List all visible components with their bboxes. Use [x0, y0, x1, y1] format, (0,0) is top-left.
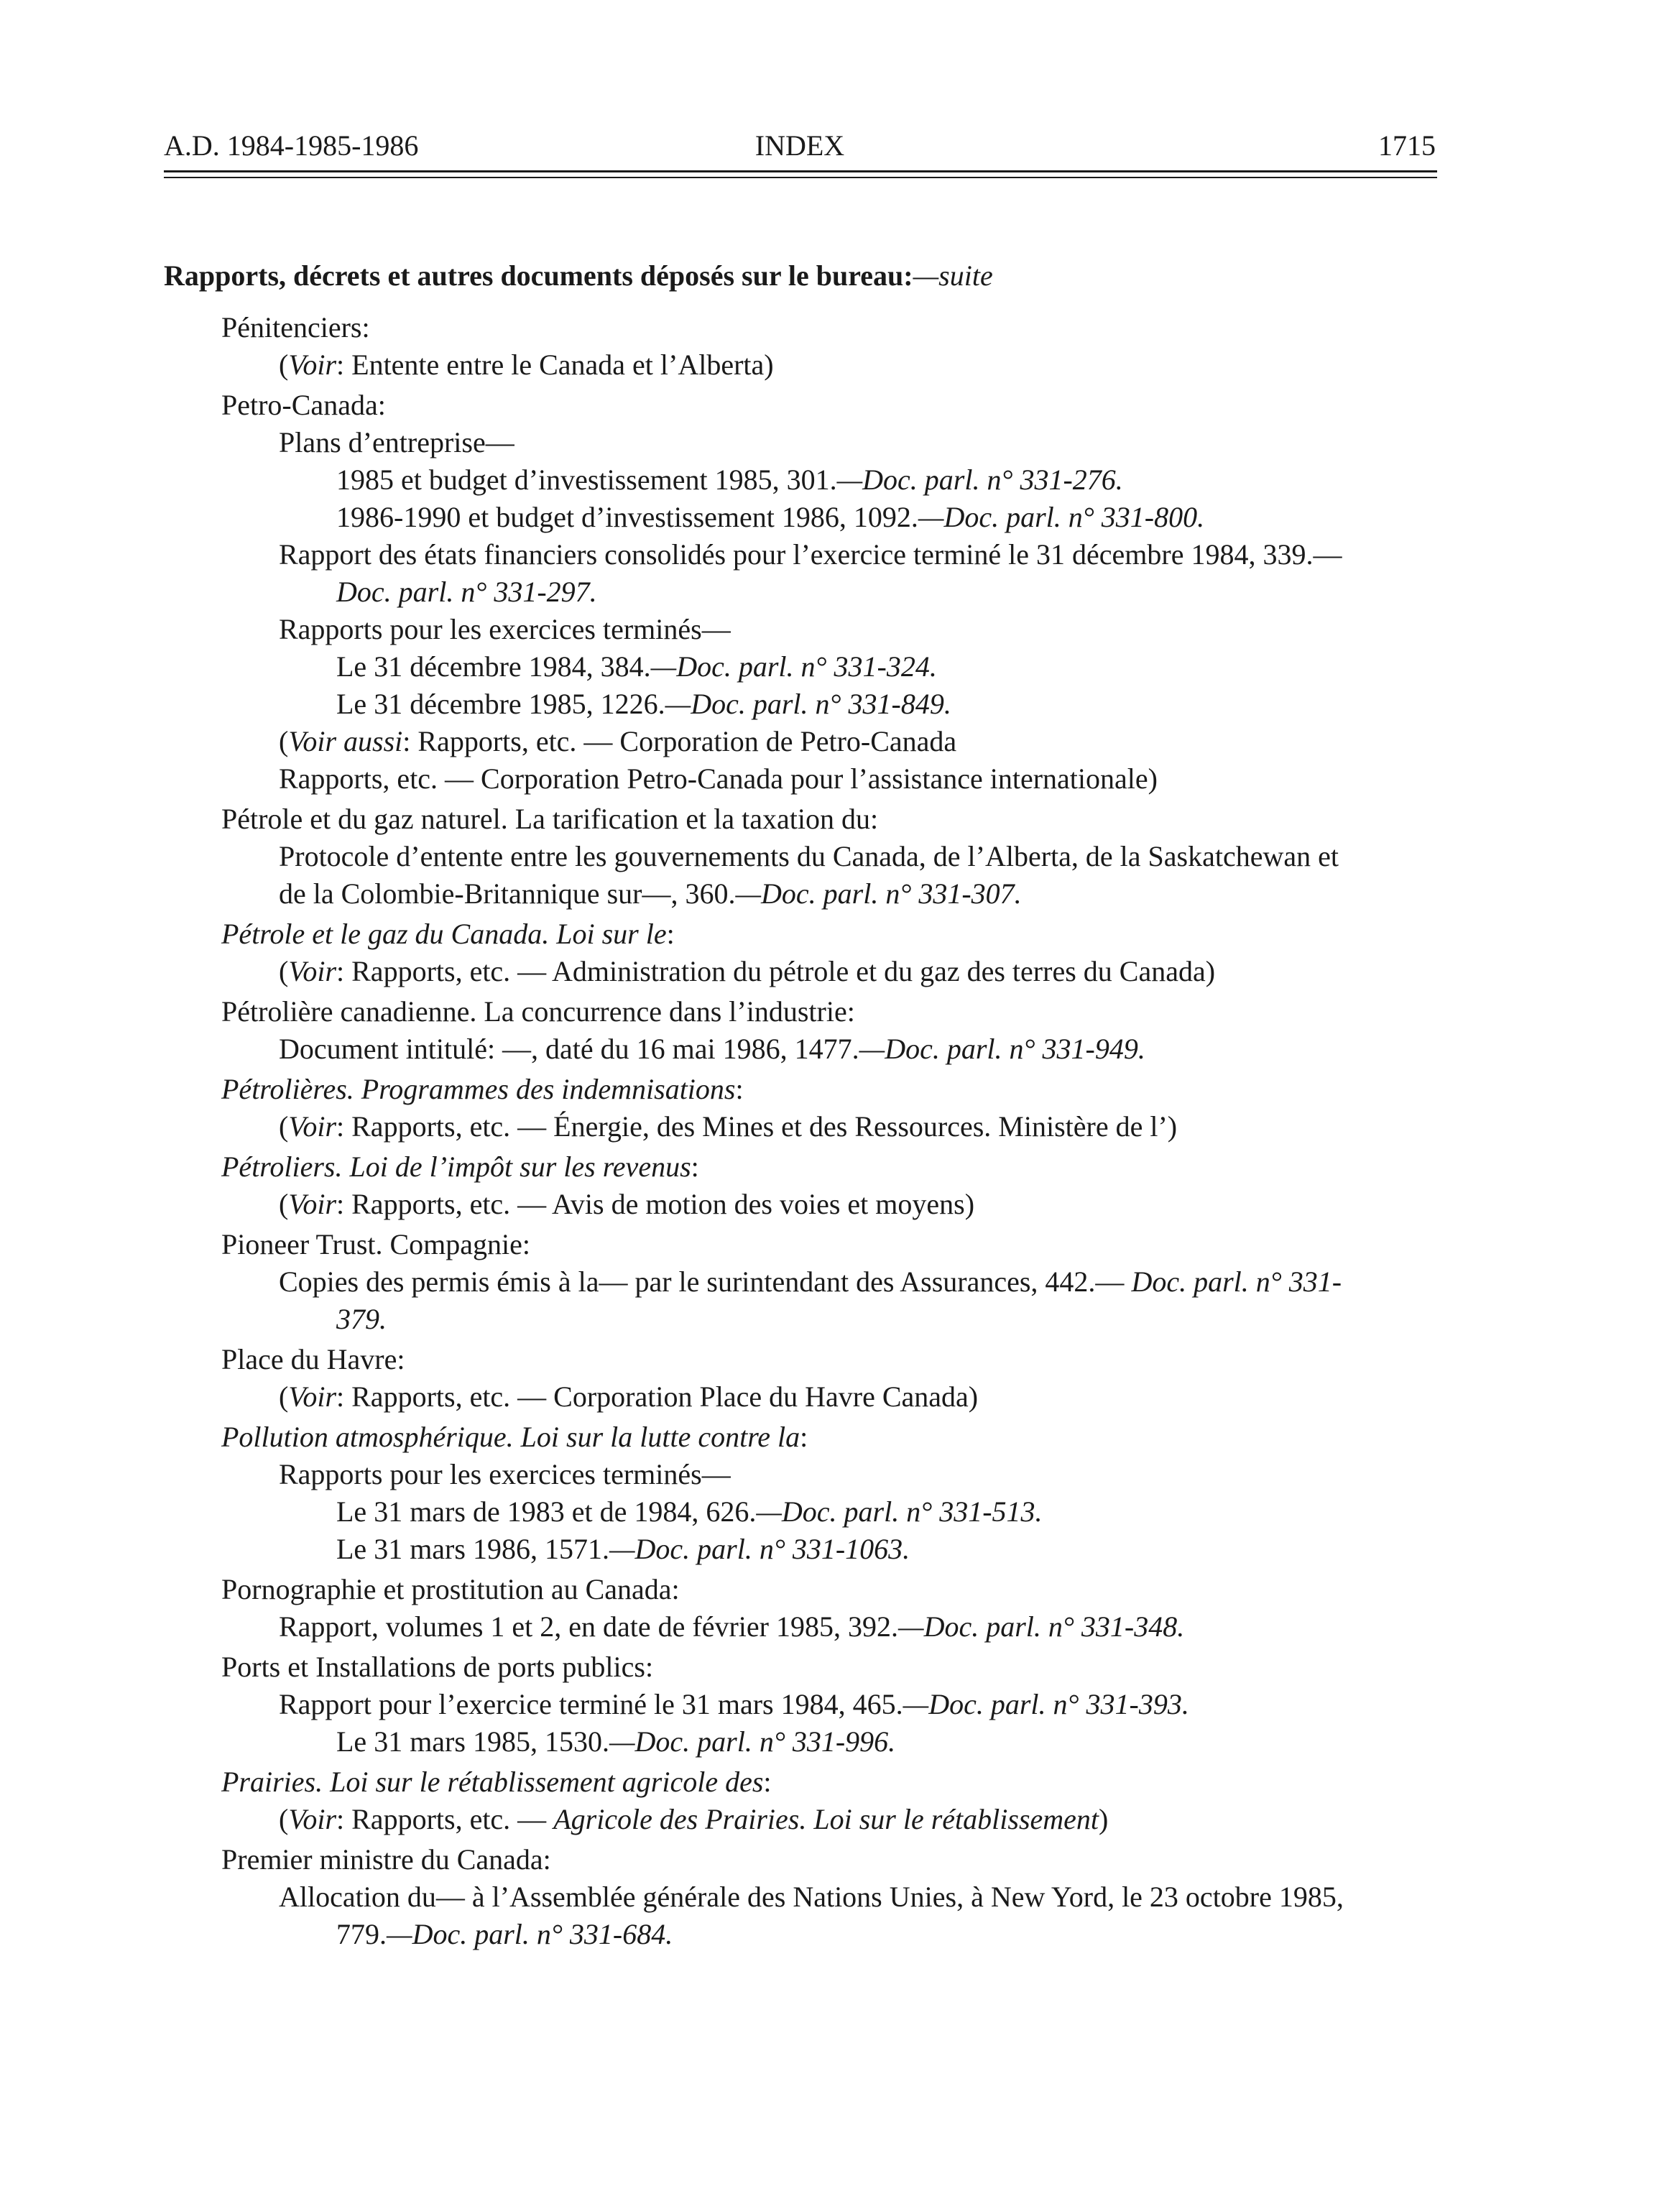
entry-text: —Doc. parl. n° 331-307. [735, 877, 1022, 910]
entry-text: —Doc. parl. n° 331-348. [898, 1610, 1185, 1643]
entry-text: Plans d’entreprise— [279, 426, 514, 458]
entry-text: —Doc. parl. n° 331-949. [859, 1033, 1145, 1065]
index-subentry [164, 1723, 1439, 1761]
entry-text: : Entente entre le Canada et l’Alberta) [336, 349, 774, 381]
index-entry [164, 1648, 1439, 1686]
index-entry [164, 387, 1439, 424]
entry-text: Pollution atmosphérique. Loi sur la lutte contre la [221, 1421, 800, 1453]
entry-text: Voir aussi [288, 725, 403, 757]
entry-text: Protocole d’entente entre les gouvernements du Canada, de l’Alberta, de la Saskatchewan et [279, 840, 1339, 872]
entry-text: Rapports pour les exercices terminés— [279, 1458, 731, 1490]
entry-text: ( [279, 349, 289, 381]
index-subentry [164, 875, 1439, 913]
entry-text: Pétrolière canadienne. La concurrence dans l’industrie: [221, 995, 855, 1028]
entry-text: 379. [336, 1303, 387, 1335]
index-entry [164, 993, 1439, 1030]
index-subentry [164, 1378, 1439, 1416]
entry-text: Voir [288, 955, 337, 987]
entry-text: : Rapports, etc. — Avis de motion des voies et moyens) [336, 1188, 975, 1220]
entry-text: Pétrole et le gaz du Canada. Loi sur le [221, 918, 667, 950]
entry-text: Place du Havre: [221, 1343, 405, 1375]
header-title: INDEX [754, 129, 845, 162]
entry-text: Le 31 mars 1985, 1530. [336, 1725, 609, 1758]
entry-text: —Doc. parl. n° 331-276. [836, 464, 1123, 496]
entry-text: —Doc. parl. n° 331-996. [609, 1725, 896, 1758]
index-entry [164, 1571, 1439, 1608]
entry-text: —Doc. parl. n° 331-800. [918, 501, 1205, 533]
section-suffix: —suite [913, 259, 993, 292]
entry-text: : [735, 1073, 744, 1105]
entry-text: Pétrole et du gaz naturel. La tarification et la taxation du: [221, 803, 879, 835]
entry-text: ( [279, 1110, 289, 1143]
entry-text: Agricole des Prairies. Loi sur le rétablissement [553, 1803, 1099, 1835]
entry-text: —Doc. parl. n° 331-324. [650, 650, 937, 683]
index-subentry [164, 760, 1439, 798]
running-header [164, 128, 1436, 164]
section-title: Rapports, décrets et autres documents déposés sur le bureau: [164, 259, 913, 292]
index-entry [164, 1341, 1439, 1378]
entry-text: Le 31 décembre 1985, 1226. [336, 688, 665, 720]
index-entry [164, 916, 1439, 953]
index-subentry [164, 424, 1439, 461]
entry-text: Voir [288, 1188, 337, 1220]
entry-text: Pénitenciers: [221, 311, 370, 343]
entry-text: —Doc. parl. n° 331-684. [387, 1918, 673, 1950]
index-entry [164, 309, 1439, 346]
entry-text: ( [279, 955, 289, 987]
entry-text: Rapports pour les exercices terminés— [279, 613, 731, 645]
index-subentry [164, 573, 1439, 611]
entry-text: ) [1099, 1803, 1109, 1835]
entry-text: Rapports, etc. — Corporation Petro-Canada pour l’assistance internationale) [279, 762, 1158, 795]
entry-text: Pioneer Trust. Compagnie: [221, 1228, 531, 1260]
entry-text: 1986-1990 et budget d’investissement 1986, 1092. [336, 501, 918, 533]
header-years: A.D. 1984-1985-1986 [164, 129, 419, 162]
index-entry [164, 1419, 1439, 1456]
entry-text: —Doc. parl. n° 331-1063. [609, 1533, 910, 1565]
index-content [164, 257, 1439, 1953]
entry-text: Allocation du— à l’Assemblée générale des Nations Unies, à New Yord, le 23 octobre 1985, [279, 1881, 1344, 1913]
section-heading [164, 257, 1439, 295]
entry-text: : Rapports, etc. — Administration du pétrole et du gaz des terres du Canada) [336, 955, 1216, 987]
index-subentry [164, 838, 1439, 875]
entry-text: Ports et Installations de ports publics: [221, 1651, 654, 1683]
index-subentry [164, 1801, 1439, 1838]
entry-text: Pornographie et prostitution au Canada: [221, 1573, 680, 1605]
entry-text: Rapport, volumes 1 et 2, en date de février 1985, 392. [279, 1610, 898, 1643]
entry-text: : Rapports, etc. — Énergie, des Mines et des Ressources. Ministère de l’) [336, 1110, 1178, 1143]
index-subentry [164, 1301, 1439, 1338]
entry-text: Le 31 mars 1986, 1571. [336, 1533, 609, 1565]
page-number: 1715 [1378, 129, 1436, 162]
index-entry [164, 1071, 1439, 1108]
index-subentry [164, 1030, 1439, 1068]
index-subentry [164, 1263, 1439, 1301]
index-subentry [164, 1456, 1439, 1493]
entry-text: Rapport des états financiers consolidés pour l’exercice terminé le 31 décembre 1984, 339.— [279, 538, 1342, 571]
index-subentry [164, 1608, 1439, 1646]
entry-text: —Doc. parl. n° 331-513. [756, 1495, 1043, 1528]
entry-text: Pétrolières. Programmes des indemnisations [221, 1073, 736, 1105]
index-entry [164, 1763, 1439, 1801]
entry-text: Voir [288, 1110, 337, 1143]
entry-text: Copies des permis émis à la— par le surintendant des Assurances, 442.— [279, 1265, 1132, 1298]
entry-text: Voir [288, 1803, 337, 1835]
index-subentry [164, 499, 1439, 536]
entry-text: 779. [336, 1918, 387, 1950]
index-subentry [164, 1878, 1439, 1916]
entry-text: Doc. parl. n° 331-297. [336, 576, 597, 608]
entry-text: Le 31 mars de 1983 et de 1984, 626. [336, 1495, 757, 1528]
index-subentry [164, 1916, 1439, 1953]
entry-text: Petro-Canada: [221, 389, 386, 421]
index-subentry [164, 953, 1439, 990]
index-subentry [164, 648, 1439, 686]
index-subentry [164, 686, 1439, 723]
header-rule-bottom [164, 177, 1437, 178]
index-subentry [164, 723, 1439, 760]
entry-text: : Rapports, etc. — Corporation Place du Havre Canada) [336, 1380, 979, 1413]
index-subentry [164, 1186, 1439, 1223]
index-subentry [164, 611, 1439, 648]
entry-text: : [763, 1766, 772, 1798]
entry-text: : [666, 918, 675, 950]
entry-text: : Rapports, etc. — Corporation de Petro-Canada [402, 725, 957, 757]
index-subentry [164, 461, 1439, 499]
header-rule-top [164, 170, 1437, 172]
entry-text: Voir [288, 1380, 337, 1413]
index-subentry [164, 1686, 1439, 1723]
entry-text: : [800, 1421, 808, 1453]
entry-text: de la Colombie-Britannique sur—, 360. [279, 877, 736, 910]
index-subentry [164, 1108, 1439, 1145]
index-entry [164, 1148, 1439, 1186]
entry-text: ( [279, 1188, 289, 1220]
entry-text: Le 31 décembre 1984, 384. [336, 650, 651, 683]
index-entry [164, 1841, 1439, 1878]
index-subentry [164, 1531, 1439, 1568]
entry-text: —Doc. parl. n° 331-393. [903, 1688, 1189, 1720]
entry-text: Document intitulé: —, daté du 16 mai 1986, 1477. [279, 1033, 859, 1065]
index-subentry [164, 1493, 1439, 1531]
entry-text: Voir [288, 349, 337, 381]
index-subentry [164, 346, 1439, 384]
index-subentry [164, 536, 1439, 573]
index-entry [164, 801, 1439, 838]
entry-text: ( [279, 725, 289, 757]
entry-text: Doc. parl. n° 331- [1131, 1265, 1342, 1298]
entry-text: —Doc. parl. n° 331-849. [665, 688, 951, 720]
entry-text: : Rapports, etc. — [336, 1803, 554, 1835]
entry-text: Premier ministre du Canada: [221, 1843, 551, 1876]
entry-text: : [691, 1150, 699, 1183]
entry-text: ( [279, 1380, 289, 1413]
entry-text: Prairies. Loi sur le rétablissement agricole des [221, 1766, 764, 1798]
entry-text: Pétroliers. Loi de l’impôt sur les revenus [221, 1150, 691, 1183]
index-entry [164, 1226, 1439, 1263]
entry-text: ( [279, 1803, 289, 1835]
entry-text: 1985 et budget d’investissement 1985, 301. [336, 464, 837, 496]
entry-text: Rapport pour l’exercice terminé le 31 mars 1984, 465. [279, 1688, 903, 1720]
